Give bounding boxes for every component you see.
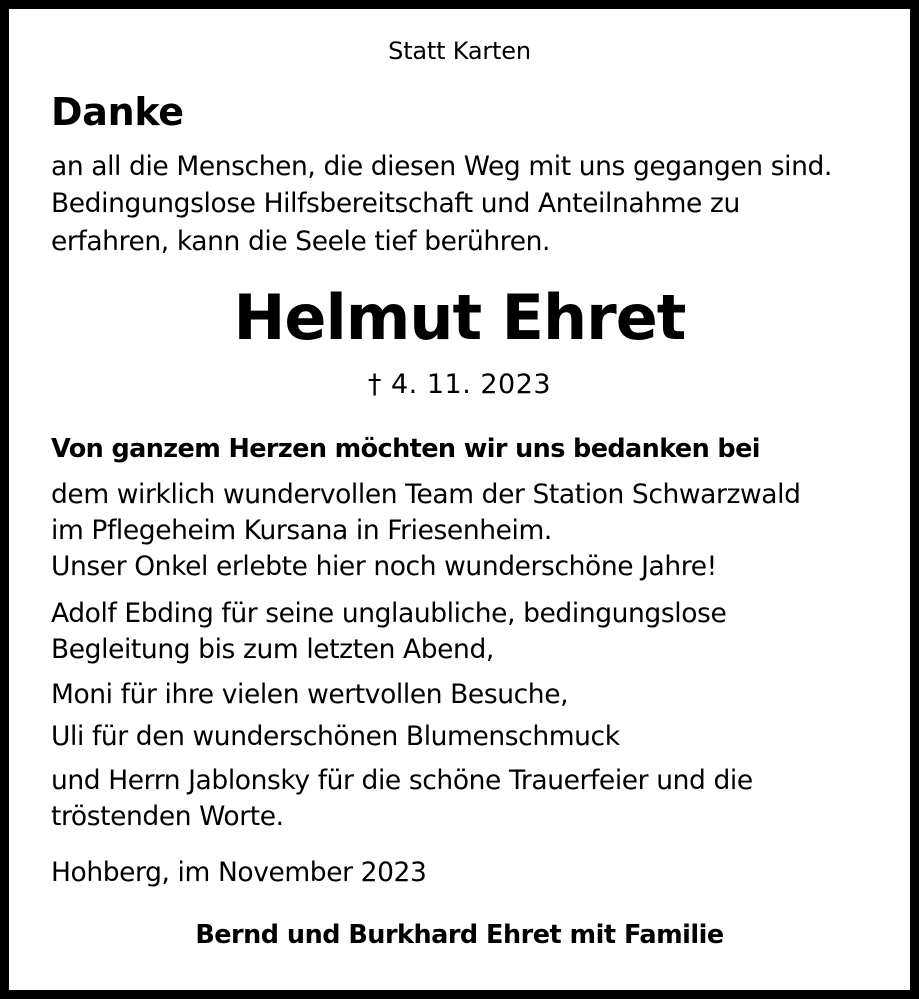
thanks-line-4: Adolf Ebding für seine unglaubliche, bedingungslose <box>51 598 727 629</box>
intro-line-2: Bedingungslose Hilfsbereitschaft und Anteilnahme zu <box>51 188 740 219</box>
death-date: † 4. 11. 2023 <box>367 369 552 400</box>
thanks-line-2: im Pflegeheim Kursana in Friesenheim. <box>51 515 552 546</box>
thanks-line-7: Uli für den wunderschönen Blumenschmuck <box>51 721 620 752</box>
place-date: Hohberg, im November 2023 <box>51 857 427 888</box>
thanks-line-9: tröstenden Worte. <box>51 801 284 832</box>
notice-header: Statt Karten <box>388 37 531 65</box>
intro-line-1: an all die Menschen, die diesen Weg mit uns gegangen sind. <box>51 151 832 182</box>
thanks-line-1: dem wirklich wundervollen Team der Station Schwarzwald <box>51 479 801 510</box>
deceased-name: Helmut Ehret <box>233 281 686 354</box>
signature: Bernd und Burkhard Ehret mit Familie <box>195 920 724 950</box>
notice-title: Danke <box>51 90 184 134</box>
thanks-line-3: Unser Onkel erlebte hier noch wunderschöne Jahre! <box>51 551 717 582</box>
thanks-line-6: Moni für ihre vielen wertvollen Besuche, <box>51 679 569 710</box>
thanks-line-5: Begleitung bis zum letzten Abend, <box>51 634 494 665</box>
thanks-heading: Von ganzem Herzen möchten wir uns bedanken bei <box>51 434 760 464</box>
intro-line-3: erfahren, kann die Seele tief berühren. <box>51 226 551 257</box>
thanks-line-8: und Herrn Jablonsky für die schöne Trauerfeier und die <box>51 765 753 796</box>
